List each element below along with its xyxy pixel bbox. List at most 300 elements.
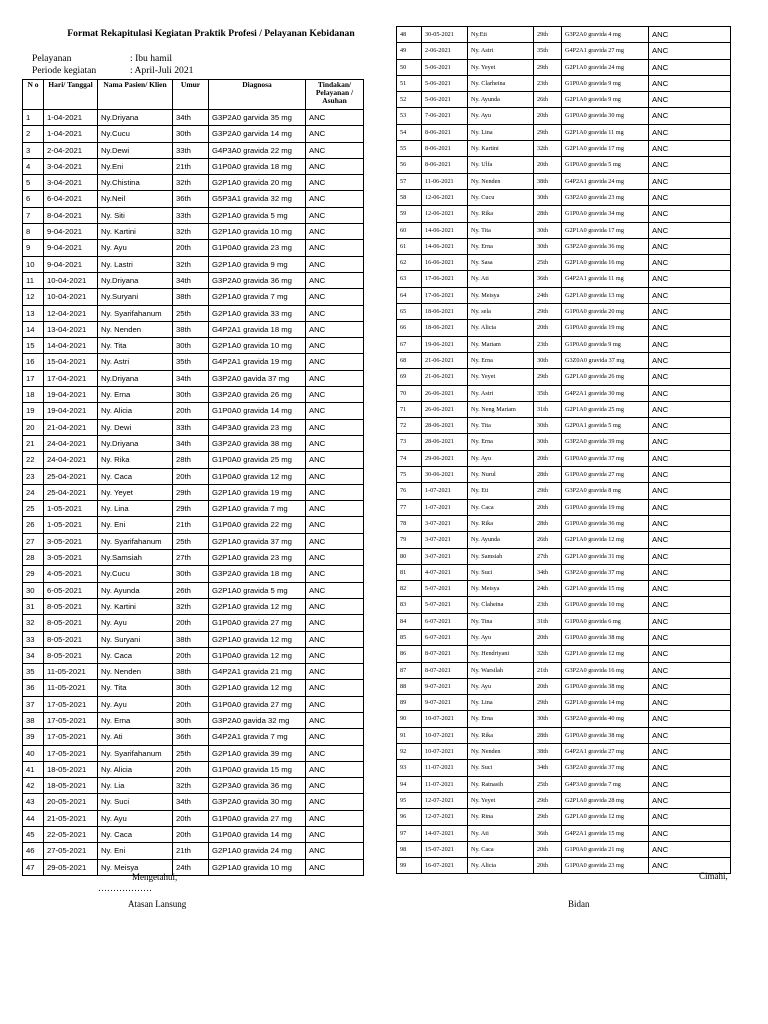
cell-nama: Ny. Dewi (98, 419, 173, 435)
cell-nama: Ny. Ayu (98, 240, 173, 256)
cell-umur: 34th (173, 272, 209, 288)
cell-nama: Ny. Nurul (468, 467, 534, 483)
cell-tanggal: 8-05-2021 (44, 631, 98, 647)
cell-tanggal: 28-06-2021 (422, 434, 468, 450)
table-row (23, 191, 364, 207)
cell-tanggal: 24-04-2021 (44, 452, 98, 468)
cell-tanggal: 2-06-2021 (422, 43, 468, 59)
cell-nama: Ny.Driyana (98, 272, 173, 288)
cell-tanggal: 26-06-2021 (422, 401, 468, 417)
cell-tanggal: 12-06-2021 (422, 189, 468, 205)
cell-umur: 25th (173, 745, 209, 761)
cell-diagnosa: G2P1A0 gravida 9 mg (209, 256, 306, 272)
cell-umur: 35th (173, 354, 209, 370)
cell-umur: 32th (173, 224, 209, 240)
cell-tanggal: 11-07-2021 (422, 760, 468, 776)
col-diagnosa: Diagnosa (209, 80, 306, 110)
cell-tanggal: 25-04-2021 (44, 468, 98, 484)
cell-umur: 34th (173, 110, 209, 126)
cell-tanggal: 12-04-2021 (44, 305, 98, 321)
cell-tanggal: 21-06-2021 (422, 352, 468, 368)
cell-umur: 30th (534, 434, 562, 450)
cell-tanggal: 29-06-2021 (422, 450, 468, 466)
cell-nama: Ny. Rika (468, 727, 534, 743)
cell-tanggal: 16-06-2021 (422, 255, 468, 271)
cell-nama: Ny. Lastri (98, 256, 173, 272)
cell-tindakan: ANC (649, 727, 731, 743)
cell-no: 82 (397, 581, 422, 597)
table-row (397, 304, 731, 320)
cell-no: 66 (397, 320, 422, 336)
table-row (23, 272, 364, 288)
cell-nama: Ny. Suryani (98, 631, 173, 647)
cell-no: 55 (397, 141, 422, 157)
cell-no: 46 (23, 843, 44, 859)
cell-nama: Ny. Nenden (98, 321, 173, 337)
signature-dots: ……………… (98, 883, 152, 893)
cell-umur: 34th (534, 760, 562, 776)
table-row (23, 126, 364, 142)
cell-nama: Ny.Neil (98, 191, 173, 207)
cell-tindakan: ANC (306, 615, 364, 631)
cell-no: 64 (397, 287, 422, 303)
table-row (23, 289, 364, 305)
cell-diagnosa: G4P2A1 gravida 15 mg (562, 825, 649, 841)
cell-no: 27 (23, 533, 44, 549)
cell-no: 47 (23, 859, 44, 875)
cell-nama: Ny. Caca (98, 827, 173, 843)
cell-nama: Ny. Caca (468, 841, 534, 857)
cell-tanggal: 5-06-2021 (422, 75, 468, 91)
cell-umur: 30th (173, 566, 209, 582)
cell-nama: Ny. Clarheina (468, 75, 534, 91)
table-row (397, 727, 731, 743)
cell-tanggal: 17-05-2021 (44, 712, 98, 728)
periode-value: : April-Juli 2021 (130, 65, 194, 76)
cell-nama: Ny. Tita (98, 680, 173, 696)
table-row (397, 662, 731, 678)
cell-umur: 28th (534, 515, 562, 531)
cell-nama: Ny. Astri (98, 354, 173, 370)
table-row (397, 695, 731, 711)
cell-nama: Ny. Syarifahanum (98, 745, 173, 761)
cell-nama: Ny. Ayu (468, 629, 534, 645)
cell-nama: Ny. Ati (468, 271, 534, 287)
cell-umur: 33th (173, 142, 209, 158)
cell-diagnosa: G2P1A0 gravida 28 mg (562, 792, 649, 808)
cell-tindakan: ANC (649, 108, 731, 124)
cell-diagnosa: G1P0A0 gravida 30 mg (562, 108, 649, 124)
table-row (23, 843, 364, 859)
cell-tindakan: ANC (306, 403, 364, 419)
cell-tanggal: 10-07-2021 (422, 711, 468, 727)
table-row (397, 43, 731, 59)
cell-tindakan: ANC (649, 483, 731, 499)
recap-table-left (22, 79, 364, 876)
cell-diagnosa: G2P1A0 gravida 10 mg (209, 859, 306, 875)
table-row (23, 158, 364, 174)
cell-tanggal: 26-06-2021 (422, 385, 468, 401)
cell-nama: Ny. Lia (98, 778, 173, 794)
cell-tanggal: 8-07-2021 (422, 646, 468, 662)
cell-no: 17 (23, 370, 44, 386)
cell-no: 54 (397, 124, 422, 140)
cell-diagnosa: G1P0A0 gravida 27 mg (209, 696, 306, 712)
cell-tindakan: ANC (649, 206, 731, 222)
table-row (23, 484, 364, 500)
cell-nama: Ny. Erna (468, 711, 534, 727)
cell-tindakan: ANC (306, 110, 364, 126)
cell-umur: 36th (173, 729, 209, 745)
cell-tindakan: ANC (306, 484, 364, 500)
table-body-right (397, 27, 731, 874)
cell-tindakan: ANC (306, 794, 364, 810)
cell-no: 15 (23, 338, 44, 354)
cell-no: 99 (397, 858, 422, 874)
cell-tanggal: 4-07-2021 (422, 564, 468, 580)
document-title: Format Rekapitulasi Kegiatan Praktik Profesi / Pelayanan Kebidanan (67, 28, 355, 39)
cell-tanggal: 17-04-2021 (44, 370, 98, 386)
cell-tanggal: 17-05-2021 (44, 696, 98, 712)
cell-tindakan: ANC (306, 501, 364, 517)
cell-nama: Ny. Erna (468, 352, 534, 368)
cell-tanggal: 8-05-2021 (44, 647, 98, 663)
cell-tindakan: ANC (649, 304, 731, 320)
cell-umur: 20th (534, 450, 562, 466)
cell-umur: 38th (173, 321, 209, 337)
cell-nama: Ny.Driyana (98, 370, 173, 386)
cell-tanggal: 6-05-2021 (44, 582, 98, 598)
cell-diagnosa: G2P1A0 gravida 12 mg (562, 532, 649, 548)
cell-tindakan: ANC (306, 533, 364, 549)
table-row (23, 566, 364, 582)
col-tindakan: Tindakan/ Pelayanan / Asuhan (306, 80, 364, 110)
cell-diagnosa: G3P2A0 garvida 14 mg (209, 126, 306, 142)
cell-diagnosa: G2P1A0 gravida 13 mg (562, 287, 649, 303)
cell-tindakan: ANC (306, 370, 364, 386)
cell-tanggal: 8-06-2021 (422, 157, 468, 173)
cell-nama: Ny. Yeyet (468, 59, 534, 75)
cell-tanggal: 12-07-2021 (422, 809, 468, 825)
table-row (23, 419, 364, 435)
cell-umur: 25th (173, 305, 209, 321)
cell-diagnosa: G1P0A0 gravida 23 mg (209, 240, 306, 256)
cell-no: 32 (23, 615, 44, 631)
cell-tindakan: ANC (306, 778, 364, 794)
cell-diagnosa: G3P2A0 gravida 38 mg (209, 435, 306, 451)
cell-umur: 38th (534, 744, 562, 760)
cell-umur: 32th (173, 256, 209, 272)
cell-diagnosa: G2P1A0 gravida 31 mg (562, 548, 649, 564)
cell-tanggal: 6-04-2021 (44, 191, 98, 207)
cell-tanggal: 3-04-2021 (44, 158, 98, 174)
cell-tindakan: ANC (306, 582, 364, 598)
table-row (397, 678, 731, 694)
cell-no: 4 (23, 158, 44, 174)
cell-tindakan: ANC (649, 320, 731, 336)
cell-tanggal: 20-05-2021 (44, 794, 98, 810)
cell-diagnosa: G3P2A0 gravida 30 mg (209, 794, 306, 810)
cell-tindakan: ANC (649, 238, 731, 254)
cell-tindakan: ANC (649, 858, 731, 874)
cell-diagnosa: G2P1A0 gravida 12 mg (209, 631, 306, 647)
cell-no: 36 (23, 680, 44, 696)
cell-diagnosa: G2P1A0 gravida 10 mg (209, 224, 306, 240)
cell-diagnosa: G2P1A0 gravida 14 mg (562, 695, 649, 711)
table-row (23, 615, 364, 631)
cell-diagnosa: G2P0A1 gravida 5 mg (562, 418, 649, 434)
table-row (397, 141, 731, 157)
cell-tindakan: ANC (649, 564, 731, 580)
cell-tanggal: 11-05-2021 (44, 664, 98, 680)
cell-no: 53 (397, 108, 422, 124)
cell-tindakan: ANC (306, 810, 364, 826)
cell-diagnosa: G4P2A1 gravida 27 mg (562, 43, 649, 59)
cell-nama: Ny. Nenden (468, 173, 534, 189)
cell-umur: 36th (534, 271, 562, 287)
cell-umur: 23th (534, 336, 562, 352)
cell-no: 16 (23, 354, 44, 370)
cell-tindakan: ANC (649, 467, 731, 483)
cell-umur: 30th (173, 126, 209, 142)
cell-umur: 20th (534, 499, 562, 515)
cell-tindakan: ANC (649, 271, 731, 287)
cell-nama: Ny. Meisya (98, 859, 173, 875)
cell-tindakan: ANC (306, 435, 364, 451)
cell-nama: Ny. Ati (468, 825, 534, 841)
cell-tindakan: ANC (306, 647, 364, 663)
cell-diagnosa: G1P0A0 gravida 36 mg (562, 515, 649, 531)
cell-umur: 21th (173, 158, 209, 174)
table-row (23, 110, 364, 126)
cell-tanggal: 4-05-2021 (44, 566, 98, 582)
cell-tindakan: ANC (306, 387, 364, 403)
cell-no: 56 (397, 157, 422, 173)
table-row (397, 629, 731, 645)
cell-no: 68 (397, 352, 422, 368)
cell-umur: 29th (534, 27, 562, 43)
cell-umur: 30th (534, 189, 562, 205)
cell-umur: 20th (173, 615, 209, 631)
table-body-left (23, 110, 364, 876)
table-row (23, 550, 364, 566)
cell-nama: Ny. Rika (468, 515, 534, 531)
cell-no: 60 (397, 222, 422, 238)
cell-nama: Ny. Ayunda (468, 92, 534, 108)
cell-diagnosa: G1P0A0 gravida 15 mg (209, 761, 306, 777)
cell-tanggal: 3-07-2021 (422, 532, 468, 548)
cell-tindakan: ANC (306, 224, 364, 240)
cell-tindakan: ANC (306, 843, 364, 859)
cell-no: 85 (397, 629, 422, 645)
cell-tanggal: 14-06-2021 (422, 238, 468, 254)
cell-no: 95 (397, 792, 422, 808)
cell-no: 61 (397, 238, 422, 254)
cell-no: 6 (23, 191, 44, 207)
cell-umur: 32th (534, 141, 562, 157)
cell-tanggal: 14-07-2021 (422, 825, 468, 841)
table-row (397, 271, 731, 287)
cell-no: 50 (397, 59, 422, 75)
cell-no: 34 (23, 647, 44, 663)
table-row (23, 664, 364, 680)
cell-umur: 20th (173, 647, 209, 663)
cell-no: 73 (397, 434, 422, 450)
cell-tanggal: 1-05-2021 (44, 517, 98, 533)
table-row (397, 483, 731, 499)
cell-diagnosa: G1P0A0 gravida 27 mg (562, 467, 649, 483)
cell-tindakan: ANC (306, 240, 364, 256)
cell-tindakan: ANC (649, 825, 731, 841)
cell-diagnosa: G4P2A1 gravida 27 mg (562, 744, 649, 760)
cell-umur: 20th (534, 157, 562, 173)
table-row (23, 778, 364, 794)
cell-diagnosa: G2P3A0 gravida 36 mg (209, 778, 306, 794)
cell-diagnosa: G2P1A0 gravida 26 mg (562, 369, 649, 385)
cell-tanggal: 5-06-2021 (422, 59, 468, 75)
cell-umur: 29th (534, 369, 562, 385)
cell-tindakan: ANC (306, 321, 364, 337)
cell-tindakan: ANC (649, 255, 731, 271)
cell-tindakan: ANC (306, 289, 364, 305)
cell-diagnosa: G1P0A0 gravida 19 mg (562, 320, 649, 336)
cell-nama: Ny. Mariam (468, 336, 534, 352)
cell-nama: Ny. Warsilah (468, 662, 534, 678)
cell-umur: 32th (173, 778, 209, 794)
cell-no: 40 (23, 745, 44, 761)
table-row (397, 287, 731, 303)
cell-tindakan: ANC (306, 566, 364, 582)
cell-tanggal: 19-04-2021 (44, 403, 98, 419)
cell-nama: Ny. Alicia (98, 403, 173, 419)
cell-umur: 30th (534, 418, 562, 434)
cell-nama: Ny. Lina (468, 124, 534, 140)
cell-umur: 24th (534, 581, 562, 597)
table-row (397, 499, 731, 515)
cell-diagnosa: G1P0A0 gravida 38 mg (562, 727, 649, 743)
cell-no: 38 (23, 712, 44, 728)
cell-tanggal: 14-06-2021 (422, 222, 468, 238)
cell-no: 39 (23, 729, 44, 745)
cell-tanggal: 18-06-2021 (422, 320, 468, 336)
cell-tanggal: 18-05-2021 (44, 761, 98, 777)
cell-diagnosa: G1P0A0 gravida 14 mg (209, 827, 306, 843)
cell-no: 25 (23, 501, 44, 517)
cell-tindakan: ANC (306, 468, 364, 484)
cell-no: 35 (23, 664, 44, 680)
mengetahui-label: Mengetahui, (132, 872, 178, 882)
cell-tindakan: ANC (306, 680, 364, 696)
cell-tindakan: ANC (306, 191, 364, 207)
cell-umur: 30th (173, 680, 209, 696)
table-row (397, 385, 731, 401)
cell-diagnosa: G2P1A0 gravida 33 mg (209, 305, 306, 321)
cell-no: 71 (397, 401, 422, 417)
cell-tindakan: ANC (649, 662, 731, 678)
table-row (397, 124, 731, 140)
cell-tindakan: ANC (649, 597, 731, 613)
cell-umur: 20th (173, 468, 209, 484)
cell-nama: Ny. Erna (468, 434, 534, 450)
cell-tindakan: ANC (649, 287, 731, 303)
cell-diagnosa: G2P1A0 gravida 25 mg (562, 401, 649, 417)
table-row (397, 336, 731, 352)
cell-nama: Ny. Claheina (468, 597, 534, 613)
cell-tindakan: ANC (306, 859, 364, 875)
cell-tindakan: ANC (649, 27, 731, 43)
cell-tanggal: 9-07-2021 (422, 695, 468, 711)
pelayanan-line (32, 53, 172, 64)
table-row (397, 858, 731, 874)
cell-umur: 34th (173, 435, 209, 451)
cell-umur: 33th (173, 207, 209, 223)
cell-no: 63 (397, 271, 422, 287)
cell-nama: Ny. Suci (468, 564, 534, 580)
table-row (23, 370, 364, 386)
cell-nama: Ny. Ulfa (468, 157, 534, 173)
cell-umur: 27th (534, 548, 562, 564)
cell-nama: Ny. Yeyet (98, 484, 173, 500)
cell-no: 26 (23, 517, 44, 533)
cell-nama: Ny. Ayu (468, 108, 534, 124)
table-row (23, 501, 364, 517)
cell-tanggal: 6-07-2021 (422, 629, 468, 645)
cell-nama: Ny.Driyana (98, 110, 173, 126)
cell-umur: 28th (173, 452, 209, 468)
cell-nama: Ny. Lina (98, 501, 173, 517)
cell-no: 13 (23, 305, 44, 321)
cell-nama: Ny. Ayu (468, 450, 534, 466)
cell-diagnosa: G3P2A0 gravida 8 mg (562, 483, 649, 499)
cell-tindakan: ANC (649, 613, 731, 629)
cell-umur: 30th (534, 352, 562, 368)
cell-nama: Ny. Ati (98, 729, 173, 745)
table-row (23, 631, 364, 647)
cell-umur: 30th (173, 338, 209, 354)
cell-tindakan: ANC (649, 336, 731, 352)
cell-tanggal: 5-07-2021 (422, 597, 468, 613)
cell-umur: 30th (173, 387, 209, 403)
cell-tindakan: ANC (649, 548, 731, 564)
cell-umur: 30th (534, 222, 562, 238)
cell-diagnosa: G1P0A0 gravida 20 mg (562, 304, 649, 320)
cell-diagnosa: G4P3A0 gravida 22 mg (209, 142, 306, 158)
cell-no: 23 (23, 468, 44, 484)
table-row (23, 142, 364, 158)
cell-no: 90 (397, 711, 422, 727)
cell-umur: 23th (534, 75, 562, 91)
cell-diagnosa: G4P2A1 gravida 19 mg (209, 354, 306, 370)
cell-tanggal: 12-06-2021 (422, 206, 468, 222)
cell-nama: Ny. Tita (98, 338, 173, 354)
cell-nama: Ny.Cucu (98, 566, 173, 582)
cell-tindakan: ANC (649, 141, 731, 157)
table-row (397, 222, 731, 238)
cell-nama: Ny.Samsiah (98, 550, 173, 566)
cell-no: 21 (23, 435, 44, 451)
col-no: N o (23, 80, 44, 110)
table-row (23, 354, 364, 370)
cell-nama: Ny. Eti (468, 483, 534, 499)
cell-tindakan: ANC (306, 729, 364, 745)
cell-diagnosa: G2P1A0 gravida 11 mg (562, 124, 649, 140)
cell-umur: 32th (173, 598, 209, 614)
cell-tanggal: 29-05-2021 (44, 859, 98, 875)
cell-tanggal: 17-06-2021 (422, 271, 468, 287)
cell-tanggal: 17-05-2021 (44, 745, 98, 761)
cell-no: 41 (23, 761, 44, 777)
cell-no: 69 (397, 369, 422, 385)
